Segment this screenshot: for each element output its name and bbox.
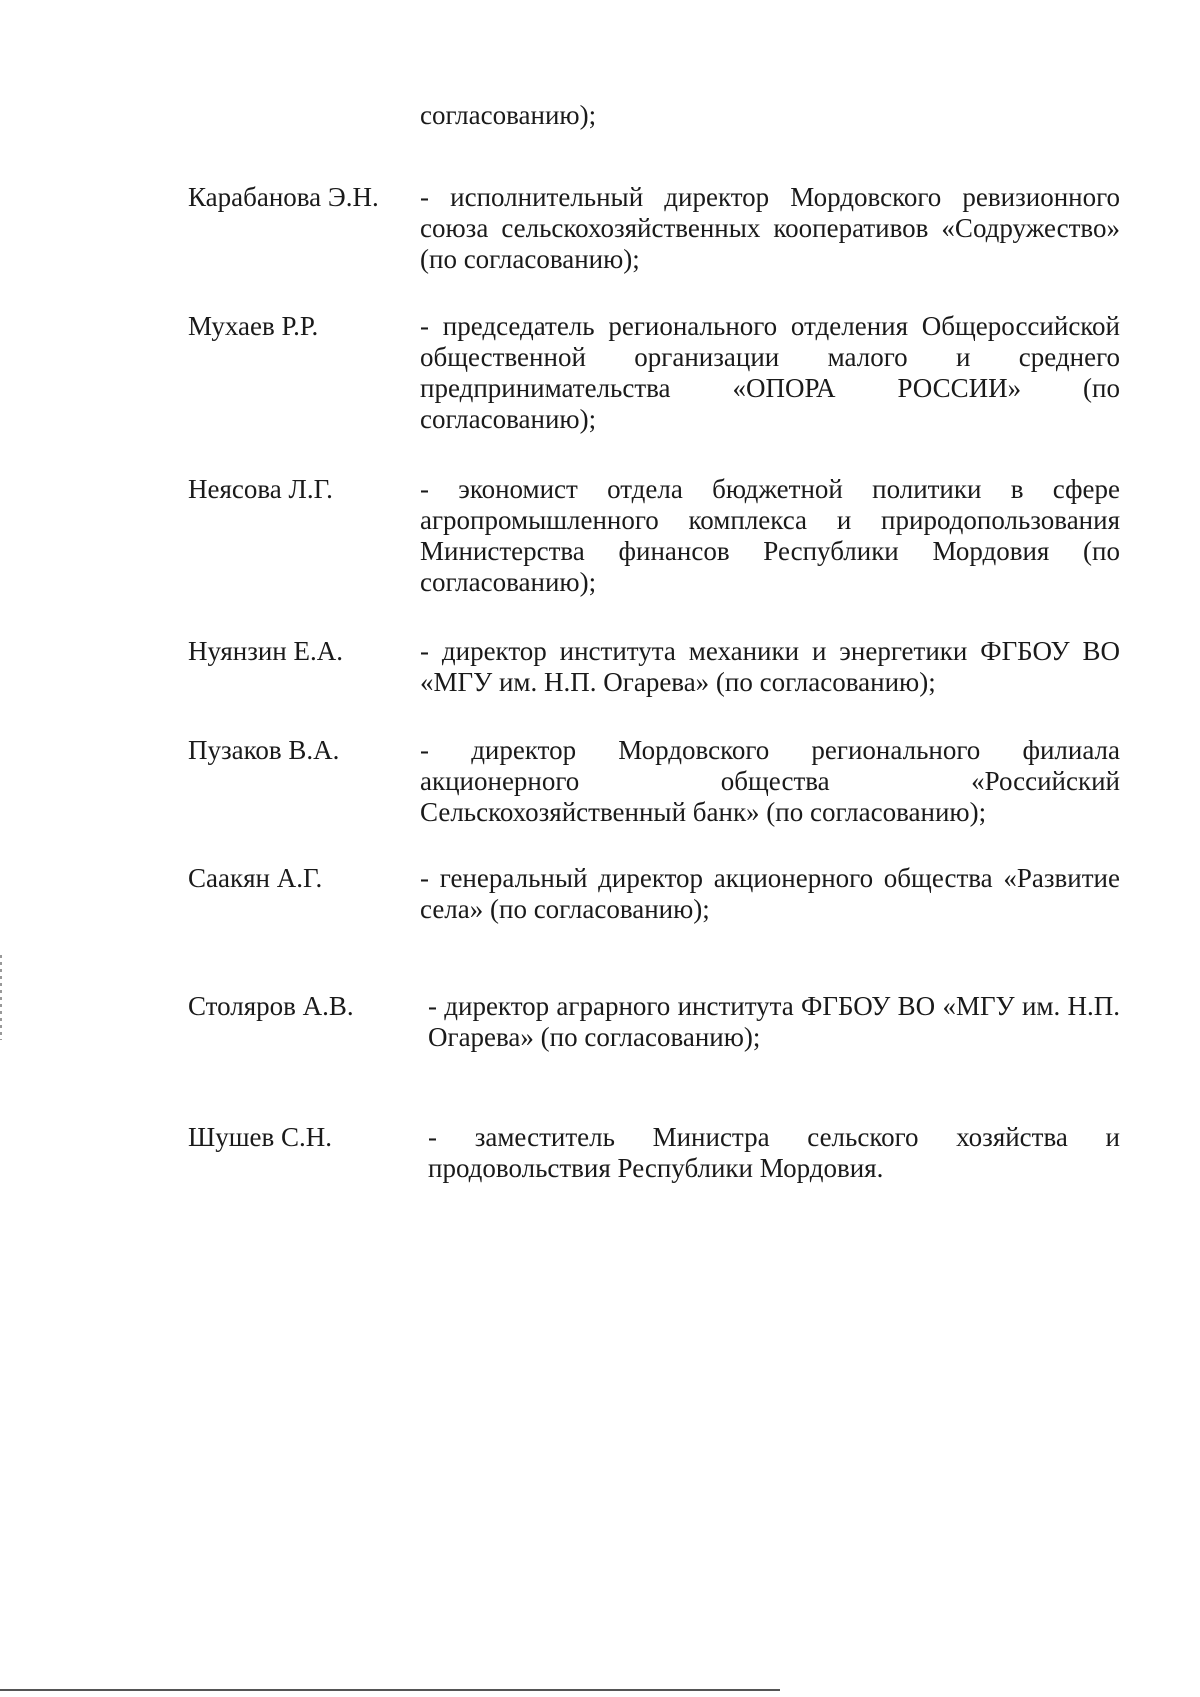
member-role: - экономист отдела бюджетной политики в сфере агропромышленного комплекса и природопользования Министерства финансов Республики Мордовия (по согласованию);: [420, 474, 1120, 597]
member-role: - директор Мордовского регионального филиала акционерного общества «Российский Сельскохозяйственный банк» (по согласованию);: [420, 735, 1120, 827]
member-name: Мухаев Р.Р.: [188, 311, 319, 341]
member-role: - генеральный директор акционерного общества «Развитие села» (по согласованию);: [420, 863, 1120, 924]
page-bottom-rule: [0, 1689, 780, 1691]
member-role: - исполнительный директор Мордовского ревизионного союза сельскохозяйственных кооперативов «Содружество» (по согласованию);: [420, 182, 1120, 274]
member-name: Саакян А.Г.: [188, 863, 323, 893]
member-name: Неясова Л.Г.: [188, 474, 333, 504]
scan-edge-mark: [0, 955, 2, 1040]
member-role: - директор аграрного института ФГБОУ ВО «МГУ им. Н.П. Огарева» (по согласованию);: [428, 991, 1120, 1052]
member-role: - председатель регионального отделения Общероссийской общественной организации малого и среднего предпринимательства «ОПОРА РОССИИ» (по согласованию);: [420, 311, 1120, 434]
member-name: Столяров А.В.: [188, 991, 354, 1021]
member-name: Шушев С.Н.: [188, 1122, 333, 1152]
member-role: - заместитель Министра сельского хозяйства и продовольствия Республики Мордовия.: [428, 1122, 1120, 1183]
member-name: Нуянзин Е.А.: [188, 636, 343, 666]
continuation-text: согласованию);: [420, 100, 597, 130]
member-name: Карабанова Э.Н.: [188, 182, 379, 212]
member-name: Пузаков В.А.: [188, 735, 340, 765]
member-role: - директор института механики и энергетики ФГБОУ ВО «МГУ им. Н.П. Огарева» (по согласованию);: [420, 636, 1120, 697]
